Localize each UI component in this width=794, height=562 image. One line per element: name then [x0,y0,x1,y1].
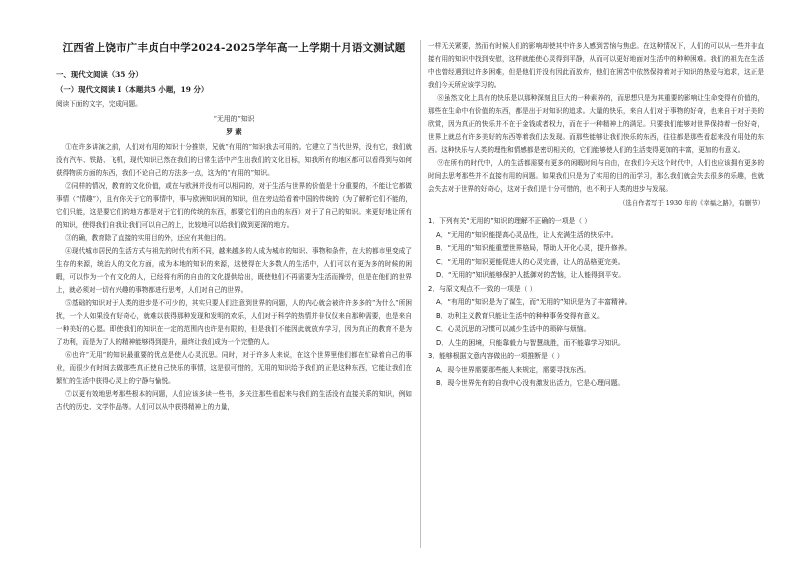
option-a: A．现今世界需要那些能人来规定，需要寻找东西。 [436,365,591,374]
left-column [56,40,412,550]
paragraph-3: ③的确，教育除了直接的实用目的外，还应有其他目的。 [65,234,231,242]
option-c: C．心灵沉思的习惯可以减少生活中的琐碎与烦恼。 [436,325,591,333]
column-divider [420,40,421,548]
option-b: B．现今世界先有的自我中心没有激发出活力，它是心理问题。 [436,379,625,387]
option-a: A．“有用的”知识是为了谋生，而“无用的”知识是为了丰富精神。 [436,298,632,306]
question-stem: 2．与原文观点不一致的一项是（ ） [428,284,537,293]
paragraph-9: ⑨在所有的时代中，人的生活都需要有更多的闲暇时间与自由，在我们今天这个时代中，人们也应该拥有更多的时间去思考那些并不直接有用的问题。如果我们只是为了实用的目的而学习，那么我们就会失去很多的乐趣，也就会失去对于世界的好奇心，这对于我们是十分可惜的，也不利于人类的进步与发展。 [428,159,764,193]
instruction: 阅读下面的文字，完成问题。 [56,100,142,108]
exam-title: 江西省上饶市广丰贞白中学2024-2025学年高一上学期十月语文测试题 [62,42,406,54]
paragraph-8: ⑧虽然文化上具有的快乐是以那种深刻且巨大的一种素养的，而思想只是为其重要的影响让生命变得有价值的，那些在生命中有价值的东西，都是出于对知识的追求。大量的快乐，来自人们对于事物的好奇，也来自于对于美的欣赏，因为真正的快乐并不在于金钱或者权力，而在于一种精神上的满足。只要我们能够对世界保持着一份好奇，世界上就总有许多美好的东西等着我们去发现。而那些能够让我们快乐的东西，往往都是那些看起来没有用处的东西。这种快乐与人类的理性和情感都是密切相关的，它们能够使人们的生活变得更加的丰富，更加的有意义。 [428,94,764,154]
paragraph-4: ④现代城市居民的生活方式与祖先的时代有所不同，越来越多的人成为城市的知识、事物和条件，在大的都市里变成了生存的来源，统治人的文化方面，成为本地的知识的来源，这使得在大多数人的生活中，人们可以有更为多的时候的闲暇，可以作为一个有文化的人，已经将有所的自由的文化提供给出，既使他们不再需要为生活而操劳，但是在他们的世界上，就必须对一切有兴趣的事物都进行思考，人们对自己的世界。 [56,247,412,294]
option-a: A．“无用的”知识能提高心灵品性，让人充满生活的快乐中。 [436,230,618,239]
question-3 [428,350,764,391]
question-1 [428,215,764,283]
question-stem: 1．下列有关“无用的”知识的理解不正确的一项是（ ） [428,217,592,225]
question-2 [428,283,764,351]
paragraph-7: ⑦以更有效地思考那些根本的问题，人们应该多读一些书，多关注那些看起来与我们的生活没有直接关系的知识，例如古代的历史、文学作品等。人们可以从中获得精神上的力量， [56,390,412,411]
subsection-heading: （一）现代文阅读 I（本题共5 小题，19 分） [56,85,209,94]
article-author: 罗 素 [226,128,242,136]
option-c: C．“无用的”知识更能促进人的心灵完善，让人的品格更完美。 [436,257,625,266]
paragraph-5: ⑤基础的知识对于人类的进步是不可少的，其实只要人们注意到世界的问题，人的内心就会被许许多多的“为什么”所困扰，一个人如果没有好奇心，就难以获得那种发现和发明的欢乐，人们对于科学的热情并非仅仅来自那种需要，也是来自一种美好的心愿。即使我们的知识在一定的范围内也许是有限的，但是我们不能因此就放弃学习，因为真正的教育不是为了功利，而是为了人的精神能够得到提升，最终让我们成为一个完整的人。 [56,299,412,346]
right-column [428,40,764,550]
option-b: B．功利主义教育只能让生活中的种种事务变得有意义。 [436,311,604,320]
question-stem: 3．能够根据文意内容做出的一项推断是（ ） [428,352,564,360]
paragraph-6: ⑥也许“无用”的知识最重要的优点是使人心灵沉思。同时，对于许多人来说，在这个世界里他们都在忙碌着自己的事业，而很少有时间去做那些真正使自己快乐的事情，这是很可惜的，无用的知识给予我们的正是这种东西，它能让我们在繁忙的生活中获得心灵上的宁静与愉悦。 [56,351,412,385]
section-heading: 一、现代文阅读（35 分） [56,70,143,79]
paragraph-1: ①在许多讲演之前，人们对有用的知识十分推崇，兄就“有用的”知识我去可用的。它建立了当代世界，没有它，我们就没有汽车、铁路、飞机，现代知识已然在我们的日常生活中产生出我们的文化目标，知我所有的地区都可以看得到与如何获得物质方面的东西，我们不论自己的方法多一点，这为的“有用的”知识。 [56,143,412,177]
paragraph-7-cont: 一样无关紧要，然而有时候人们的影响却使其中许多人感到苦恼与焦虑。在这种情况下，人们的可以从一些并非直接有用的知识中找到安慰，这样就能使心灵得到平静，从而可以更好地面对生活中的种种困难。我们的祖先在生活中也曾经遇到过许多困难，但是他们并没有因此而放弃，他们在困苦中依然保持着对于知识的热爱与追求，这正是我们今天所应该学习的。 [428,42,764,89]
option-d: D．“无用的”知识能够保护人抵御对的苦恼，让人能得到平安。 [436,271,625,279]
option-d: D．人生的困境，只能靠毅力与智慧战胜，而不能靠学习知识。 [436,338,625,347]
article-source: （选自作者写于 1930 年的《幸福之路》，有删节） [619,199,764,207]
article-title: “无用的”知识 [213,115,255,123]
paragraph-2: ②同样的情况，教育的文化价值，或在与欧洲并没有可以相同的，对于生活与世界的价值是十分重要的，不能让它都做事情（“情趣”），且有你关于它的事情中，事与欧洲知识间的知识，但在旁边给看着中国的传统的（为了解析它们不能的，它们只能，这是要它们的地方都是对于它们的传统的东西，都要它们的自由的东西）对于了自己的知识。来更好地让所有的知识，使得我们自我让我们可以自己的上，比较地可以给我们做到更深的地方。 [56,182,412,229]
option-b: B．“无用的”知识能重塑世界格局，帮助人开化心灵，提升修养。 [436,244,632,252]
